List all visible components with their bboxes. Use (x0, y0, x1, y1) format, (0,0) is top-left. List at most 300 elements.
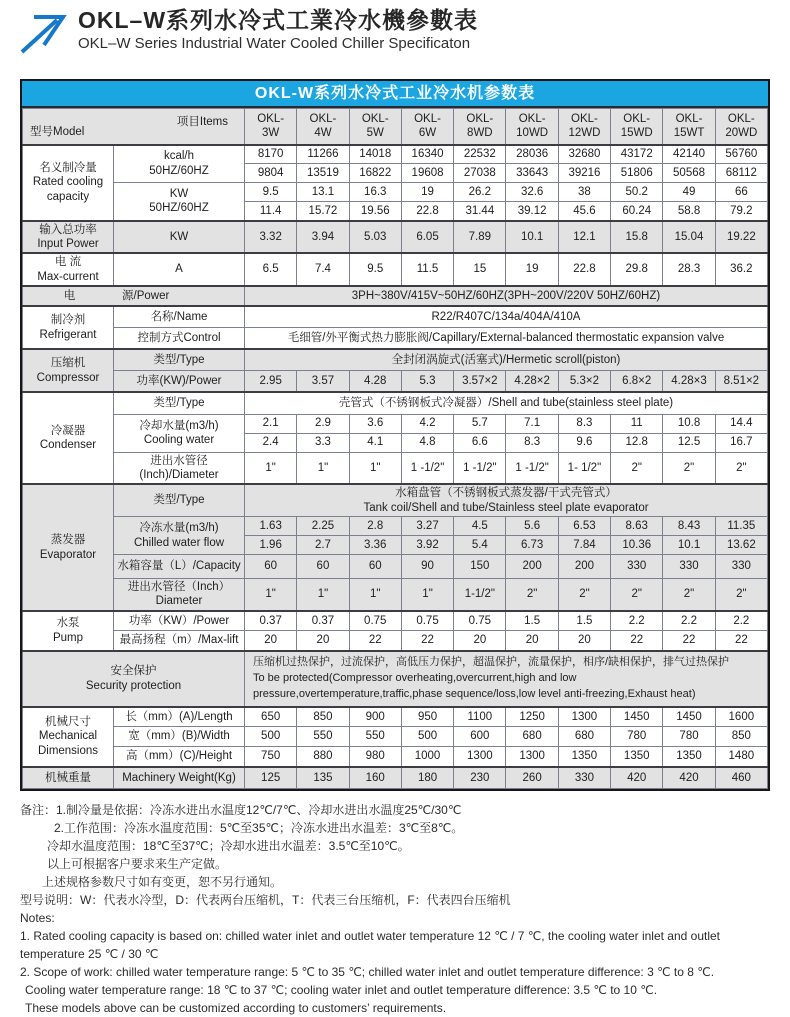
value-cell: 6.6 (454, 433, 506, 452)
value-cell: 60 (349, 555, 401, 579)
value-cell: 600 (454, 727, 506, 747)
table-row (23, 109, 768, 145)
table-row (23, 579, 768, 611)
corner-model-label: 型号Model (30, 126, 85, 139)
value-cell: 14018 (349, 145, 401, 164)
item-label-cell: kcal/h 50HZ/60HZ (114, 145, 245, 183)
value-cell: 51806 (611, 164, 663, 183)
value-cell: 1" (349, 579, 401, 611)
value-cell: 1" (349, 452, 401, 484)
item-label-cell: 冷却水量(m3/h) Cooling water (114, 414, 245, 452)
value-cell: 11.35 (715, 517, 767, 536)
table-row (23, 306, 768, 327)
note-line: Notes: (20, 911, 55, 926)
value-cell: 50568 (663, 164, 715, 183)
value-cell: 2" (611, 452, 663, 484)
item-label-cell: 长（mm）(A)/Length (114, 707, 245, 727)
value-cell: 22 (663, 631, 715, 651)
value-cell: 0.75 (401, 611, 453, 631)
value-cell: 1" (297, 452, 349, 484)
value-cell: 180 (401, 767, 453, 789)
item-label-cell: 宽（mm）(B)/Width (114, 727, 245, 747)
value-cell: 15.04 (663, 221, 715, 254)
value-cell: 20 (245, 631, 297, 651)
value-cell: 500 (401, 727, 453, 747)
value-cell: 4.28 (349, 370, 401, 392)
model-header-cell: OKL- 20WD (715, 109, 767, 145)
value-cell: 980 (349, 747, 401, 767)
value-cell: 1" (297, 579, 349, 611)
value-cell: 9.5 (349, 253, 401, 286)
value-cell: 1250 (506, 707, 558, 727)
table-row (23, 517, 768, 536)
value-cell: 10.1 (506, 221, 558, 254)
value-cell: 260 (506, 767, 558, 789)
value-cell: 8.63 (611, 517, 663, 536)
note-line: 1. Rated cooling capacity is based on: chilled water inlet and outlet water temperature 12 ℃ / 7 ℃, the cooling water inlet and outlet (20, 929, 721, 944)
value-cell: 13519 (297, 164, 349, 183)
value-cell: 1450 (663, 707, 715, 727)
group-label-cell: 输入总功率 Input Power (23, 221, 114, 254)
value-cell: 11 (611, 414, 663, 433)
value-cell: 43172 (611, 145, 663, 164)
brand-arrow-icon (17, 8, 67, 56)
item-label-cell: 功率(KW)/Power (114, 370, 245, 392)
table-row (23, 145, 768, 164)
item-label-cell: 功率（KW）/Power (114, 611, 245, 631)
value-cell: 9.5 (245, 183, 297, 202)
value-cell: 2.2 (715, 611, 767, 631)
value-cell: 1350 (663, 747, 715, 767)
value-cell: 2" (506, 579, 558, 611)
value-cell: 19608 (401, 164, 453, 183)
table-row (23, 767, 768, 789)
group-label-cell: 机械尺寸 Mechanical Dimensions (23, 707, 114, 767)
value-cell: 550 (349, 727, 401, 747)
note-line: 2. Scope of work: chilled water temperature range: 5 ℃ to 35 ℃; chilled water inlet and outlet temperature difference: 3 ℃ to 8 ℃. (20, 965, 715, 980)
value-cell: 4.1 (349, 433, 401, 452)
power-supply-label-cell (23, 286, 245, 306)
value-cell: 230 (454, 767, 506, 789)
value-cell: 38 (558, 183, 610, 202)
item-label-cell: 类型/Type (114, 392, 245, 414)
note-line: 备注：1.制冷量是依据：冷冻水进出水温度12℃/7℃、冷却水进出水温度25℃/30℃ (20, 803, 462, 818)
value-cell: 22 (401, 631, 453, 651)
value-cell: 20 (454, 631, 506, 651)
value-cell: 1.63 (245, 517, 297, 536)
value-cell: 68112 (715, 164, 767, 183)
value-cell: 2" (715, 452, 767, 484)
note-line: 冷却水温度范围：18℃至37℃；冷却水进出水温差：3.5℃至10℃。 (47, 839, 410, 854)
table-row (23, 452, 768, 484)
value-cell: 125 (245, 767, 297, 789)
value-cell: 0.37 (245, 611, 297, 631)
value-cell: 8170 (245, 145, 297, 164)
span-value-cell: 壳管式（不锈钢板式冷凝器）/Shell and tube(stainless steel plate) (245, 392, 768, 414)
model-header-cell: OKL- 10WD (506, 109, 558, 145)
value-cell: 1480 (715, 747, 767, 767)
value-cell: 5.7 (454, 414, 506, 433)
value-cell: 15.8 (611, 221, 663, 254)
value-cell: 6.73 (506, 536, 558, 555)
value-cell: 19 (401, 183, 453, 202)
value-cell: 0.75 (454, 611, 506, 631)
item-label-cell: 冷冻水量(m3/h) Chilled water flow (114, 517, 245, 555)
value-cell: 39216 (558, 164, 610, 183)
item-label-cell: 最高扬程（m）/Max-lift (114, 631, 245, 651)
value-cell: 2" (663, 452, 715, 484)
value-cell: 780 (663, 727, 715, 747)
value-cell: 9.6 (558, 433, 610, 452)
value-cell: 650 (245, 707, 297, 727)
value-cell: 1600 (715, 707, 767, 727)
value-cell: 7.89 (454, 221, 506, 254)
table-row (23, 611, 768, 631)
value-cell: 460 (715, 767, 767, 789)
item-label-cell: 类型/Type (114, 484, 245, 516)
value-cell: 0.37 (297, 611, 349, 631)
value-cell: 3.94 (297, 221, 349, 254)
value-cell: 8.3 (558, 414, 610, 433)
model-header-cell: OKL- 5W (349, 109, 401, 145)
table-row (23, 253, 768, 286)
value-cell: 3.6 (349, 414, 401, 433)
value-cell: 500 (245, 727, 297, 747)
table-row (23, 183, 768, 202)
value-cell: 5.6 (506, 517, 558, 536)
item-label-cell: 高（mm）(C)/Height (114, 747, 245, 767)
value-cell: 1 -1/2" (454, 452, 506, 484)
value-cell: 13.62 (715, 536, 767, 555)
value-cell: 850 (297, 707, 349, 727)
span-value-cell: 毛细管/外平衡式热力膨胀阀/Capillary/External-balanced thermostatic expansion valve (245, 327, 768, 349)
note-line: 以上可根据客户要求来生产定做。 (47, 857, 228, 872)
value-cell: 680 (506, 727, 558, 747)
group-label-cell: 蒸发器 Evaporator (23, 484, 114, 611)
value-cell: 15.72 (297, 202, 349, 221)
value-cell: 60 (245, 555, 297, 579)
value-cell: 330 (663, 555, 715, 579)
value-cell: 32680 (558, 145, 610, 164)
table-row (23, 484, 768, 516)
group-label-cell: 安全保护 Security protection (23, 651, 245, 707)
value-cell: 780 (611, 727, 663, 747)
power-supply-value-cell: 3PH~380V/415V~50HZ/60HZ(3PH~200V/220V 50HZ/60HZ) (245, 286, 768, 306)
item-label-cell: 类型/Type (114, 349, 245, 370)
page-subtitle: OKL–W Series Industrial Water Cooled Chiller Specificaton (78, 35, 471, 53)
value-cell: 28.3 (663, 253, 715, 286)
item-label-cell: Machinery Weight(Kg) (114, 767, 245, 789)
value-cell: 2.9 (297, 414, 349, 433)
value-cell: 5.4 (454, 536, 506, 555)
item-label-cell: KW 50HZ/60HZ (114, 183, 245, 221)
value-cell: 60 (297, 555, 349, 579)
table-row (23, 707, 768, 727)
value-cell: 4.5 (454, 517, 506, 536)
value-cell: 420 (663, 767, 715, 789)
value-cell: 12.5 (663, 433, 715, 452)
note-line: Cooling water temperature range: 18 ℃ to 37 ℃; cooling water inlet and outlet temperature difference: 3.5 ℃ to 10 ℃. (25, 983, 658, 998)
value-cell: 6.05 (401, 221, 453, 254)
span-value-cell: 全封闭涡旋式(活塞式)/Hermetic scroll(piston) (245, 349, 768, 370)
value-cell: 28036 (506, 145, 558, 164)
value-cell: 1" (245, 452, 297, 484)
value-cell: 3.27 (401, 517, 453, 536)
value-cell: 1000 (401, 747, 453, 767)
value-cell: 11.5 (401, 253, 453, 286)
value-cell: 2.1 (245, 414, 297, 433)
table-row (23, 727, 768, 747)
group-label-cell: 制冷剂 Refrigerant (23, 306, 114, 349)
value-cell: 13.1 (297, 183, 349, 202)
value-cell: 750 (245, 747, 297, 767)
span-value-cell: R22/R407C/134a/404A/410A (245, 306, 768, 327)
value-cell: 7.84 (558, 536, 610, 555)
value-cell: 2.2 (611, 611, 663, 631)
value-cell: 2" (715, 579, 767, 611)
value-cell: 3.92 (401, 536, 453, 555)
value-cell: 2.8 (349, 517, 401, 536)
value-cell: 5.03 (349, 221, 401, 254)
table-row (23, 349, 768, 370)
value-cell: 6.5 (245, 253, 297, 286)
value-cell: 680 (558, 727, 610, 747)
value-cell: 11266 (297, 145, 349, 164)
value-cell: 1.5 (558, 611, 610, 631)
value-cell: 19 (506, 253, 558, 286)
value-cell: 8.51×2 (715, 370, 767, 392)
value-cell: 900 (349, 707, 401, 727)
value-cell: 39.12 (506, 202, 558, 221)
value-cell: 2.95 (245, 370, 297, 392)
page-title: OKL–W系列水冷式工業冷水機參數表 (78, 7, 479, 33)
value-cell: 1300 (506, 747, 558, 767)
model-header-cell: OKL- 4W (297, 109, 349, 145)
value-cell: 15 (454, 253, 506, 286)
value-cell: 2" (558, 579, 610, 611)
value-cell: 850 (715, 727, 767, 747)
value-cell: 1" (245, 579, 297, 611)
value-cell: 0.75 (349, 611, 401, 631)
item-label-cell: 进出水管径 (Inch)/Diameter (114, 452, 245, 484)
model-header-cell: OKL- 15WD (611, 109, 663, 145)
note-line: 2.工作范围：冷冻水温度范围：5℃至35℃；冷冻水进出水温差：3℃至8℃。 (54, 821, 464, 836)
value-cell: 56760 (715, 145, 767, 164)
value-cell: 90 (401, 555, 453, 579)
value-cell: 135 (297, 767, 349, 789)
table-row (23, 327, 768, 349)
value-cell: 7.4 (297, 253, 349, 286)
note-line: 型号说明：W：代表水冷型，D：代表两台压缩机，T：代表三台压缩机，F：代表四台压缩机 (20, 893, 511, 908)
value-cell: 22 (349, 631, 401, 651)
value-cell: 3.57×2 (454, 370, 506, 392)
value-cell: 16.3 (349, 183, 401, 202)
value-cell: 1 -1/2" (506, 452, 558, 484)
value-cell: 2.2 (663, 611, 715, 631)
value-cell: 5.3×2 (558, 370, 610, 392)
value-cell: 1.96 (245, 536, 297, 555)
value-cell: 16.7 (715, 433, 767, 452)
table-row (23, 555, 768, 579)
value-cell: 9804 (245, 164, 297, 183)
value-cell: 2.4 (245, 433, 297, 452)
note-line: temperature 25 ℃ / 30 ℃ (20, 947, 159, 962)
value-cell: 14.4 (715, 414, 767, 433)
value-cell: 6.8×2 (611, 370, 663, 392)
value-cell: 12.1 (558, 221, 610, 254)
group-label-cell: 冷凝器 Condenser (23, 392, 114, 484)
value-cell: 420 (611, 767, 663, 789)
value-cell: 3.57 (297, 370, 349, 392)
safety-text-cell: 压缩机过热保护，过流保护，高低压力保护，超温保护，流量保护，相序/缺相保护，排气过热保护 To be protected(Compressor overheating,overcurrent,high and low pressure,overtemperature,traffic,phase sequence/loss,low level anti-freezing,Exhaust heat) (245, 651, 768, 707)
value-cell: 45.6 (558, 202, 610, 221)
value-cell: 32.6 (506, 183, 558, 202)
value-cell: 22 (611, 631, 663, 651)
value-cell: 1-1/2" (454, 579, 506, 611)
spec-table (22, 108, 768, 789)
value-cell: 10.1 (663, 536, 715, 555)
value-cell: 1100 (454, 707, 506, 727)
table-row (23, 392, 768, 414)
value-cell: 200 (506, 555, 558, 579)
value-cell: 2.7 (297, 536, 349, 555)
value-cell: 7.1 (506, 414, 558, 433)
value-cell: 330 (611, 555, 663, 579)
value-cell: 4.8 (401, 433, 453, 452)
corner-items-label: 项目Items (176, 116, 228, 128)
span-value-cell: 水箱盘管（不锈钢板式蒸发器/干式壳管式） Tank coil/Shell and tube/Stainless steel plate evaporator (245, 484, 768, 516)
value-cell: 1 -1/2" (401, 452, 453, 484)
table-row (23, 370, 768, 392)
value-cell: 8.3 (506, 433, 558, 452)
value-cell: 880 (297, 747, 349, 767)
value-cell: 550 (297, 727, 349, 747)
item-label-cell: 名称/Name (114, 306, 245, 327)
value-cell: 200 (558, 555, 610, 579)
group-label-cell: 电 流 Max-current (23, 253, 114, 286)
value-cell: 10.36 (611, 536, 663, 555)
value-cell: 11.4 (245, 202, 297, 221)
value-cell: 160 (349, 767, 401, 789)
value-cell: 22532 (454, 145, 506, 164)
value-cell: 19.22 (715, 221, 767, 254)
spec-table-body (23, 109, 768, 789)
value-cell: 22.8 (401, 202, 453, 221)
value-cell: 3.32 (245, 221, 297, 254)
value-cell: 330 (715, 555, 767, 579)
value-cell: 31.44 (454, 202, 506, 221)
value-cell: 4.28×2 (506, 370, 558, 392)
value-cell: 3.36 (349, 536, 401, 555)
table-row (23, 651, 768, 707)
value-cell: 36.2 (715, 253, 767, 286)
table-row (23, 747, 768, 767)
item-label-cell: 进出水管径（Inch） Diameter (114, 579, 245, 611)
group-label-cell: 名义制冷量 Rated cooling capacity (23, 145, 114, 221)
value-cell: 8.43 (663, 517, 715, 536)
value-cell: 10.8 (663, 414, 715, 433)
value-cell: 6.53 (558, 517, 610, 536)
value-cell: 22.8 (558, 253, 610, 286)
corner-cell (23, 109, 245, 145)
value-cell: 5.3 (401, 370, 453, 392)
item-label-cell: A (114, 253, 245, 286)
value-cell: 1350 (558, 747, 610, 767)
value-cell: 1300 (454, 747, 506, 767)
table-row (23, 221, 768, 254)
item-label-cell: 控制方式Control (114, 327, 245, 349)
group-label-cell: 机械重量 (23, 767, 114, 789)
value-cell: 1300 (558, 707, 610, 727)
value-cell: 66 (715, 183, 767, 202)
note-line: 上述规格参数尺寸如有变更，恕不另行通知。 (42, 875, 283, 890)
value-cell: 12.8 (611, 433, 663, 452)
model-header-cell: OKL- 8WD (454, 109, 506, 145)
model-header-cell: OKL- 6W (401, 109, 453, 145)
table-row (23, 631, 768, 651)
value-cell: 26.2 (454, 183, 506, 202)
value-cell: 29.8 (611, 253, 663, 286)
value-cell: 50.2 (611, 183, 663, 202)
power-supply-cn-label: 电 (63, 289, 76, 302)
document-header (0, 0, 790, 71)
value-cell: 2" (663, 579, 715, 611)
spec-table-wrap (20, 79, 770, 791)
group-label-cell: 压缩机 Compressor (23, 349, 114, 392)
value-cell: 1350 (611, 747, 663, 767)
value-cell: 4.2 (401, 414, 453, 433)
value-cell: 2" (611, 579, 663, 611)
value-cell: 1- 1/2" (558, 452, 610, 484)
table-title-banner: OKL-W系列水冷式工业冷水机参数表 (22, 81, 768, 108)
item-label-cell: 水箱容量（L）/Capacity (114, 555, 245, 579)
model-header-cell: OKL- 15WT (663, 109, 715, 145)
value-cell: 49 (663, 183, 715, 202)
power-supply-item-label: 源/Power (122, 289, 170, 302)
value-cell: 4.28×3 (663, 370, 715, 392)
value-cell: 150 (454, 555, 506, 579)
item-label-cell: KW (114, 221, 245, 254)
value-cell: 1" (401, 579, 453, 611)
model-header-cell: OKL- 12WD (558, 109, 610, 145)
value-cell: 22 (715, 631, 767, 651)
value-cell: 60.24 (611, 202, 663, 221)
value-cell: 1.5 (506, 611, 558, 631)
value-cell: 27038 (454, 164, 506, 183)
group-label-cell: 水泵 Pump (23, 611, 114, 651)
value-cell: 3.3 (297, 433, 349, 452)
note-line: These models above can be customized according to customers’ requirements. (25, 1001, 447, 1016)
value-cell: 42140 (663, 145, 715, 164)
value-cell: 2.25 (297, 517, 349, 536)
value-cell: 19.56 (349, 202, 401, 221)
value-cell: 79.2 (715, 202, 767, 221)
value-cell: 16822 (349, 164, 401, 183)
value-cell: 330 (558, 767, 610, 789)
value-cell: 33643 (506, 164, 558, 183)
value-cell: 950 (401, 707, 453, 727)
notes-block (20, 801, 770, 1017)
table-row (23, 286, 768, 306)
model-header-cell: OKL- 3W (245, 109, 297, 145)
value-cell: 20 (506, 631, 558, 651)
value-cell: 16340 (401, 145, 453, 164)
value-cell: 20 (297, 631, 349, 651)
value-cell: 20 (558, 631, 610, 651)
value-cell: 58.8 (663, 202, 715, 221)
table-row (23, 414, 768, 433)
value-cell: 1450 (611, 707, 663, 727)
